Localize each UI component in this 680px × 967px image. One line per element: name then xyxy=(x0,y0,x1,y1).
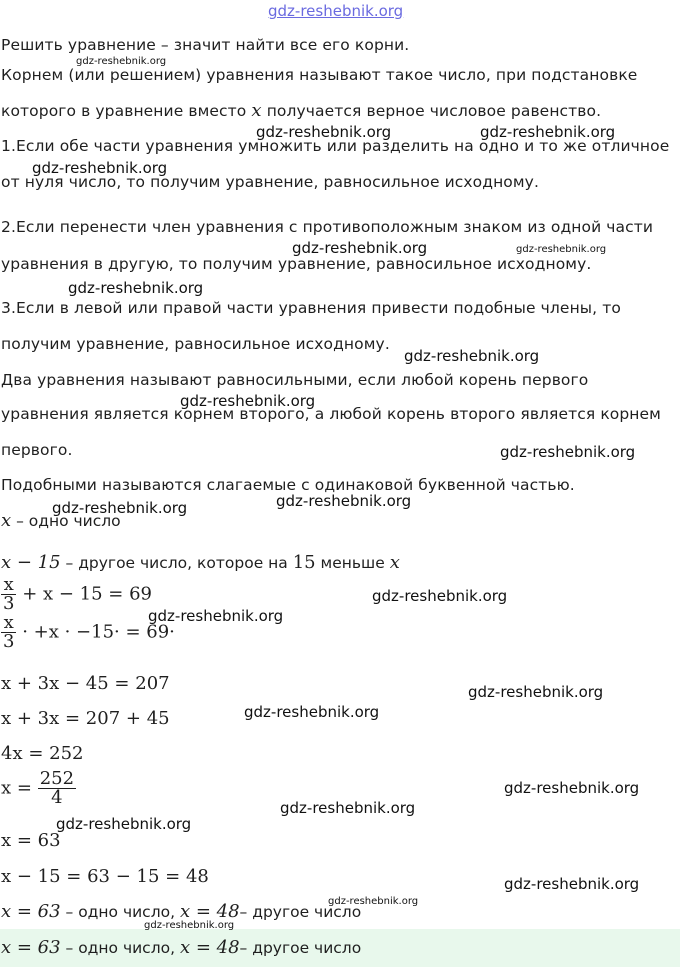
similar-terms-def: Подобными называются слагаемые с одинаковой буквенной частью. xyxy=(1,476,575,494)
watermark: gdz-reshebnik.org xyxy=(148,607,284,625)
equation-2: $\frac{x}{3}$ · +x · −15· = 69· xyxy=(3,612,175,652)
answer-line: x = 63 – одно число, x = 48– другое число xyxy=(1,937,362,958)
equation-1: $\frac{x}{3}$ + x − 15 = 69 xyxy=(3,574,153,614)
watermark: gdz-reshebnik.org xyxy=(256,123,392,141)
rule-1-line1: 1.Если обе части уравнения умножить или разделить на одно и то же отличное xyxy=(1,137,670,155)
theory-root-line1: Корнем (или решением) уравнения называют такое число, при подстановке xyxy=(1,66,638,84)
watermark: gdz-reshebnik.org xyxy=(144,920,235,931)
rule-3-line1: 3.Если в левой или правой части уравнения привести подобные члены, то xyxy=(1,299,621,317)
equivalent-def-line2: уравнения является корнем второго, а любой корень второго является корнем xyxy=(1,405,661,423)
header-link[interactable]: gdz-reshebnik.org xyxy=(268,2,404,20)
theory-definition-solve: Решить уравнение – значит найти все его корни. xyxy=(1,36,410,54)
solution-line-x-minus-15: x − 15 – другое число, которое на 15 меньше x xyxy=(1,552,400,573)
watermark: gdz-reshebnik.org xyxy=(32,159,168,177)
watermark: gdz-reshebnik.org xyxy=(328,896,419,907)
equation-4: x + 3x = 207 + 45 xyxy=(1,708,170,729)
rule-2-line1: 2.Если перенести член уравнения с противоположным знаком из одной части xyxy=(1,218,654,236)
equation-7: x = 63 xyxy=(1,830,61,851)
equation-8: x − 15 = 63 − 15 = 48 xyxy=(1,866,209,887)
equation-3: x + 3x − 45 = 207 xyxy=(1,673,170,694)
equation-6: x = $\frac{252}{4}$ xyxy=(1,768,75,808)
watermark: gdz-reshebnik.org xyxy=(480,123,616,141)
rule-1-line2: от нуля число, то получим уравнение, равносильное исходному. xyxy=(1,173,539,191)
rule-2-line2: уравнения в другую, то получим уравнение, равносильное исходному. xyxy=(1,255,592,273)
watermark: gdz-reshebnik.org xyxy=(372,587,508,605)
equivalent-def-line3: первого. xyxy=(1,441,73,459)
watermark: gdz-reshebnik.org xyxy=(52,499,188,517)
result-line: x = 63 – одно число, x = 48– другое число xyxy=(1,901,362,922)
watermark: gdz-reshebnik.org xyxy=(276,492,412,510)
watermark: gdz-reshebnik.org xyxy=(244,703,380,721)
watermark: gdz-reshebnik.org xyxy=(280,799,416,817)
watermark: gdz-reshebnik.org xyxy=(500,443,636,461)
watermark: gdz-reshebnik.org xyxy=(504,875,640,893)
watermark: gdz-reshebnik.org xyxy=(404,347,540,365)
equivalent-def-line1: Два уравнения называют равносильными, если любой корень первого xyxy=(1,371,589,389)
theory-root-line2: которого в уравнение вместо x получается верное числовое равенство. xyxy=(1,100,602,121)
solution-line-x: x – одно число xyxy=(1,510,121,531)
watermark: gdz-reshebnik.org xyxy=(76,56,167,67)
watermark: gdz-reshebnik.org xyxy=(180,392,316,410)
watermark: gdz-reshebnik.org xyxy=(68,279,204,297)
equation-5: 4x = 252 xyxy=(1,743,84,764)
watermark: gdz-reshebnik.org xyxy=(516,244,607,255)
watermark: gdz-reshebnik.org xyxy=(292,239,428,257)
watermark: gdz-reshebnik.org xyxy=(56,815,192,833)
watermark: gdz-reshebnik.org xyxy=(504,779,640,797)
rule-3-line2: получим уравнение, равносильное исходному. xyxy=(1,335,390,353)
watermark: gdz-reshebnik.org xyxy=(468,683,604,701)
